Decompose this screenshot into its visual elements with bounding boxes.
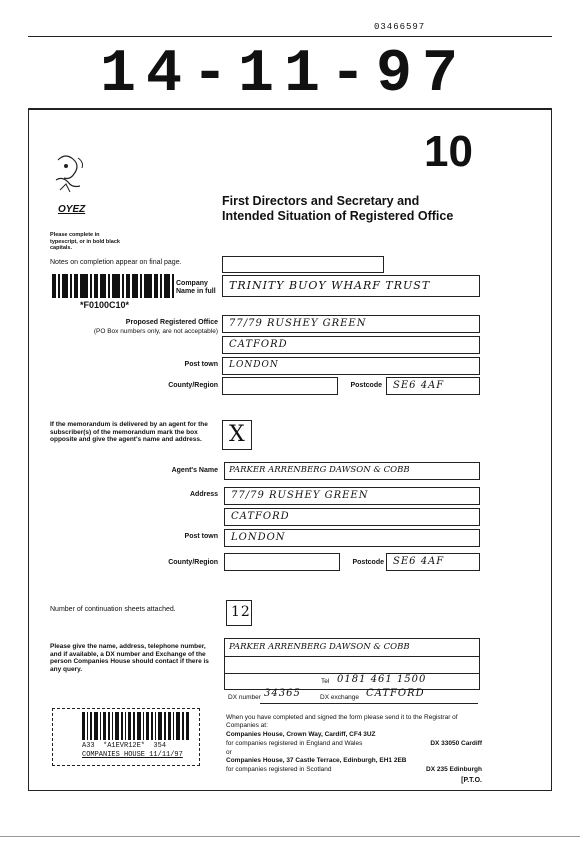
continuation-field[interactable] bbox=[226, 600, 252, 626]
form-bottom-border bbox=[28, 790, 552, 791]
contact-tel-label: Tel bbox=[321, 678, 330, 685]
header-bottom-rule bbox=[28, 108, 552, 110]
registered-office-county-label: County/Region bbox=[168, 382, 218, 389]
registered-office-line1-value: 77/79 RUSHEY GREEN bbox=[229, 318, 367, 329]
footer-edinburgh-dx: DX 235 Edinburgh bbox=[426, 766, 482, 773]
registered-office-sublabel: (PO Box numbers only, are not acceptable) bbox=[93, 328, 218, 335]
registered-office-county-field[interactable] bbox=[222, 377, 338, 395]
registered-office-line1-field[interactable] bbox=[222, 315, 480, 333]
dx-exchange-value: CATFORD bbox=[366, 688, 425, 699]
agent-postcode-label: Postcode bbox=[352, 559, 384, 566]
contact-box[interactable] bbox=[224, 638, 480, 690]
agent-checkbox-mark: X bbox=[229, 422, 246, 447]
receipt-stamp-line1: A33 *A1EVR12E* 354 bbox=[82, 742, 167, 750]
agent-checkbox[interactable] bbox=[222, 420, 252, 450]
dx-number-label: DX number bbox=[228, 694, 261, 701]
agent-instruction: If the memorandum is delivered by an agent for the subscriber(s) of the memorandum mark the box opposite and give the agent's name and address. bbox=[50, 421, 208, 443]
continuation-label: Number of continuation sheets attached. bbox=[50, 606, 176, 613]
agent-post-town-value: LONDON bbox=[231, 532, 286, 543]
agent-address-label: Address bbox=[189, 491, 218, 498]
agent-address-line1-field[interactable] bbox=[224, 487, 480, 505]
footer-sent-note: When you have completed and signed the form please send it to the Registrar of Companies at: bbox=[226, 714, 458, 729]
notes-label: Notes on completion appear on final page. bbox=[50, 259, 182, 266]
oyez-logo bbox=[48, 150, 98, 200]
notes-field[interactable] bbox=[222, 256, 384, 273]
contact-instruction: Please give the name, address, telephone number, and if available, a DX number and Exchange of the person Companies House should contact if there is any query. bbox=[50, 643, 209, 673]
contact-name-value: PARKER ARRENBERG DAWSON & COBB bbox=[229, 642, 410, 652]
agent-name-value: PARKER ARRENBERG DAWSON & COBB bbox=[229, 465, 410, 475]
company-name-label: Company Name in full bbox=[176, 280, 216, 295]
agent-county-field[interactable] bbox=[224, 553, 340, 571]
footer-cardiff-address: Companies House, Crown Way, Cardiff, CF4 3UZ bbox=[226, 731, 376, 738]
contact-divider-1 bbox=[225, 656, 479, 657]
form-number: 10 bbox=[424, 127, 473, 176]
form-left-border bbox=[28, 110, 29, 790]
document-number: 03466597 bbox=[374, 22, 426, 32]
registered-office-post-town-value: LONDON bbox=[229, 360, 279, 370]
registered-office-line2-field[interactable] bbox=[222, 336, 480, 354]
footer-or: or bbox=[226, 749, 232, 756]
footer-pto: [P.T.O. bbox=[461, 777, 482, 784]
agent-address-line2-value: CATFORD bbox=[231, 511, 290, 522]
registered-office-postcode-value: SE6 4AF bbox=[393, 380, 445, 391]
form-barcode bbox=[52, 274, 174, 298]
date-stamp: 14-11-97 bbox=[100, 41, 469, 109]
completion-instructions: Please complete in typescript, or in bold black capitals. bbox=[50, 232, 120, 251]
footer-edinburgh-address: Companies House, 37 Castle Terrace, Edinburgh, EH1 2EB bbox=[226, 757, 407, 764]
company-name-value: TRINITY BUOY WHARF TRUST bbox=[229, 279, 431, 292]
registered-office-postcode-field[interactable] bbox=[386, 377, 480, 395]
form-title: First Directors and Secretary and Intended Situation of Registered Office bbox=[222, 194, 454, 223]
registered-office-post-town-label: Post town bbox=[184, 361, 218, 368]
receipt-barcode bbox=[82, 712, 190, 740]
receipt-stamp-line2: COMPANIES HOUSE 11/11/97 bbox=[82, 751, 183, 759]
agent-name-field[interactable] bbox=[224, 462, 480, 480]
registered-office-post-town-field[interactable] bbox=[222, 357, 480, 375]
agent-county-label: County/Region bbox=[168, 559, 218, 566]
form-code: *F0100C10* bbox=[80, 300, 130, 310]
agent-post-town-label: Post town bbox=[184, 533, 218, 540]
agent-address-line1-value: 77/79 RUSHEY GREEN bbox=[231, 490, 369, 501]
agent-address-line2-field[interactable] bbox=[224, 508, 480, 526]
dx-underline bbox=[260, 703, 478, 704]
registered-office-postcode-label: Postcode bbox=[350, 382, 382, 389]
continuation-value: 12 bbox=[231, 604, 251, 620]
dx-exchange-label: DX exchange bbox=[320, 694, 360, 701]
contact-tel-value: 0181 461 1500 bbox=[337, 674, 427, 685]
footer-cardiff-dx: DX 33050 Cardiff bbox=[430, 740, 482, 747]
dx-number-value: 34365 bbox=[264, 688, 301, 699]
registered-office-label: Proposed Registered Office bbox=[125, 319, 218, 326]
scan-edge-line bbox=[0, 836, 580, 837]
agent-name-label: Agent's Name bbox=[171, 467, 218, 474]
logo-text: OYEZ bbox=[58, 204, 86, 215]
footer-edinburgh-for: for companies registered in Scotland bbox=[226, 766, 332, 773]
agent-post-town-field[interactable] bbox=[224, 529, 480, 547]
form-right-border bbox=[551, 110, 552, 790]
agent-postcode-field[interactable] bbox=[386, 553, 480, 571]
agent-postcode-value: SE6 4AF bbox=[393, 556, 445, 567]
registered-office-line2-value: CATFORD bbox=[229, 339, 288, 350]
company-name-field[interactable] bbox=[222, 275, 480, 297]
footer-cardiff-for: for companies registered in England and Wales bbox=[226, 740, 363, 747]
header-top-rule bbox=[28, 36, 552, 37]
